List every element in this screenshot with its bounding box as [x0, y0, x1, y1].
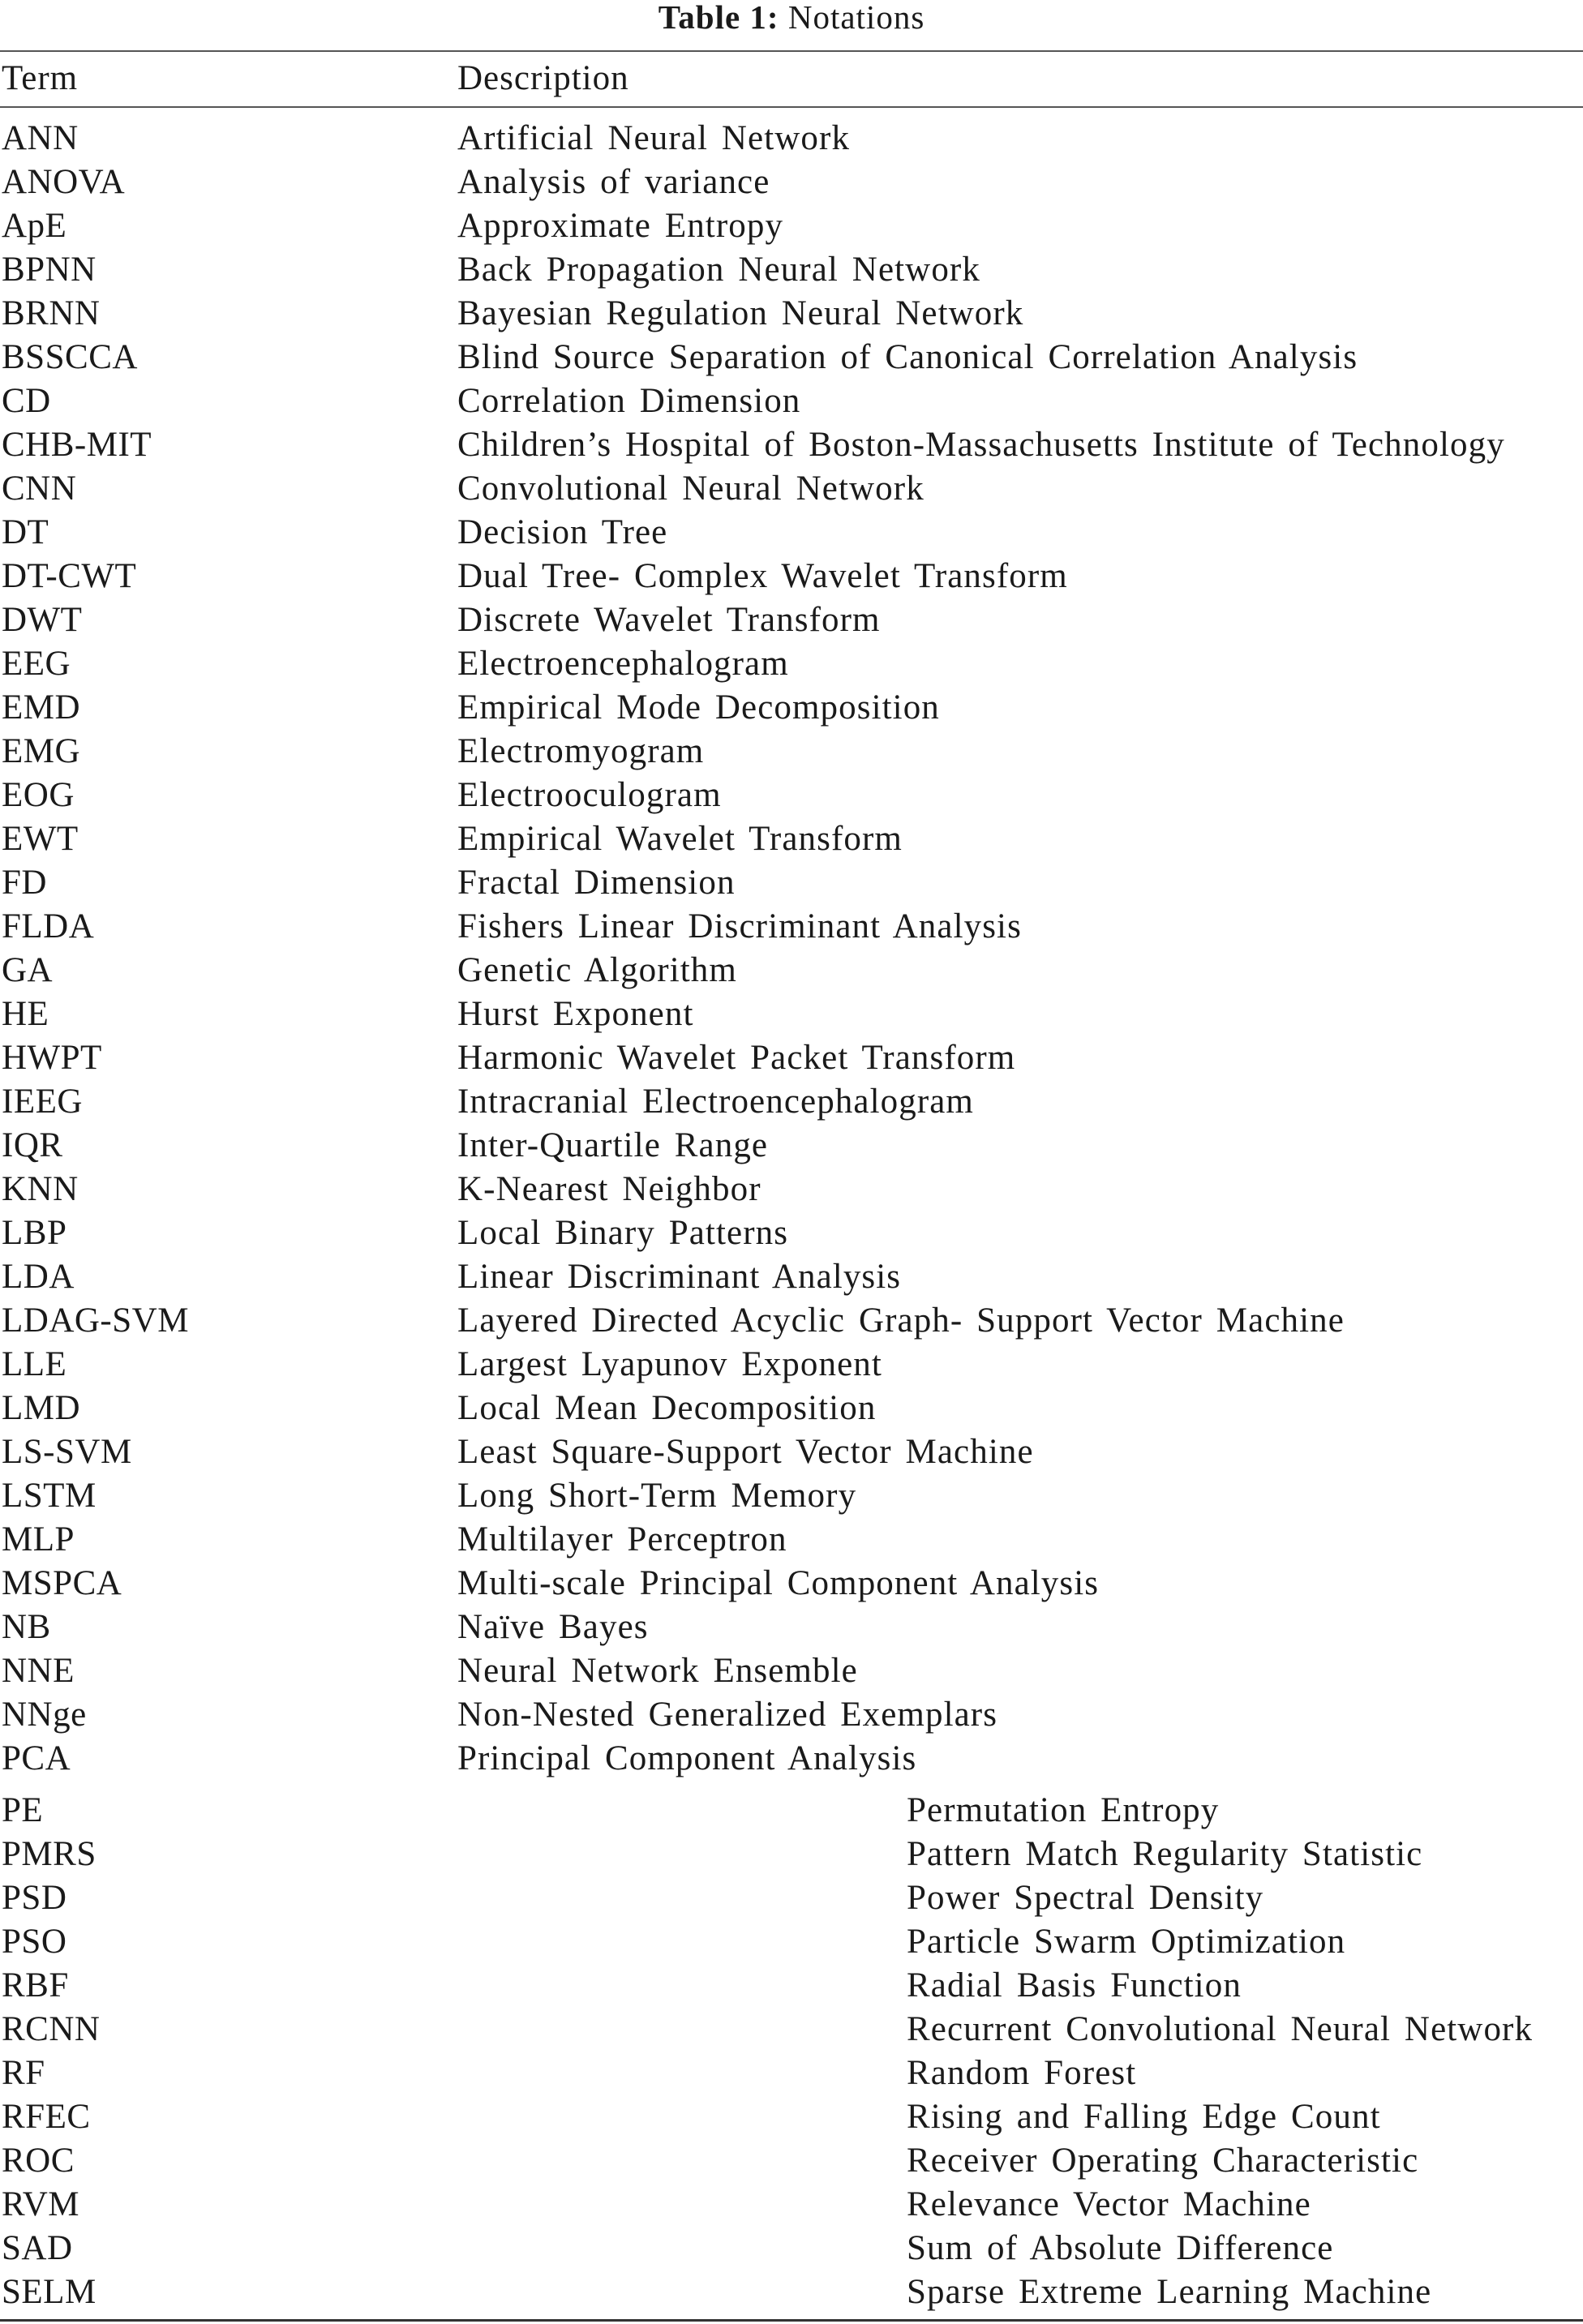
description-cell: Permutation Entropy	[907, 1791, 1220, 1829]
term-cell: BRNN	[2, 294, 101, 332]
description-cell: Inter-Quartile Range	[457, 1126, 769, 1164]
description-cell: Long Short-Term Memory	[457, 1477, 857, 1515]
table-body-part-1	[0, 117, 1583, 1781]
table-row	[0, 379, 1583, 423]
table-row	[0, 1737, 1583, 1781]
table-row	[0, 1430, 1583, 1474]
description-cell: Fishers Linear Discriminant Analysis	[457, 907, 1022, 945]
description-cell: Harmonic Wavelet Packet Transform	[457, 1039, 1016, 1077]
description-cell: Least Square-Support Vector Machine	[457, 1433, 1034, 1471]
table-row	[0, 1606, 1583, 1649]
description-cell: Sum of Absolute Difference	[907, 2229, 1334, 2267]
table-label: Table 1:	[658, 0, 779, 36]
table-row	[0, 1080, 1583, 1124]
table-row	[0, 292, 1583, 336]
description-cell: Multilayer Perceptron	[457, 1520, 787, 1559]
table-row	[0, 1876, 1583, 1920]
description-cell: Recurrent Convolutional Neural Network	[907, 2010, 1534, 2048]
term-cell: EMG	[2, 732, 81, 770]
table-row	[0, 642, 1583, 686]
table-row	[0, 861, 1583, 905]
term-cell: PMRS	[2, 1835, 97, 1873]
term-cell: GA	[2, 951, 54, 989]
term-cell: IQR	[2, 1126, 63, 1164]
term-cell: DWT	[2, 601, 83, 639]
term-cell: LLE	[2, 1345, 67, 1383]
table-row	[0, 1562, 1583, 1606]
table-row	[0, 686, 1583, 730]
term-cell: LSTM	[2, 1477, 97, 1515]
description-cell: Largest Lyapunov Exponent	[457, 1345, 882, 1383]
table-row	[0, 993, 1583, 1036]
description-cell: Electrooculogram	[457, 776, 722, 814]
table-row	[0, 2227, 1583, 2270]
term-cell: RFEC	[2, 2098, 91, 2136]
description-cell: Radial Basis Function	[907, 1966, 1242, 2005]
description-cell: Receiver Operating Characteristic	[907, 2142, 1419, 2180]
description-cell: Particle Swarm Optimization	[907, 1923, 1346, 1961]
table-row	[0, 1124, 1583, 1168]
table-row	[0, 1964, 1583, 2008]
table-row	[0, 1255, 1583, 1299]
description-cell: Artificial Neural Network	[457, 119, 851, 157]
description-cell: Relevance Vector Machine	[907, 2185, 1311, 2223]
description-cell: Random Forest	[907, 2054, 1137, 2092]
term-cell: NB	[2, 1608, 51, 1646]
table-row	[0, 1387, 1583, 1430]
table-row	[0, 1833, 1583, 1876]
table-row	[0, 2270, 1583, 2314]
table-row	[0, 774, 1583, 817]
term-cell: PE	[2, 1791, 44, 1829]
description-cell: Principal Component Analysis	[457, 1739, 917, 1777]
table-row	[0, 1036, 1583, 1080]
term-cell: NNge	[2, 1696, 87, 1734]
table-row	[0, 1168, 1583, 1211]
term-cell: IEEG	[2, 1083, 83, 1121]
term-cell: LBP	[2, 1214, 67, 1252]
term-cell: EMD	[2, 688, 81, 727]
description-cell: Fractal Dimension	[457, 864, 736, 902]
description-cell: Rising and Falling Edge Count	[907, 2098, 1381, 2136]
table-row	[0, 248, 1583, 292]
table-row	[0, 555, 1583, 598]
table-row	[0, 1649, 1583, 1693]
term-cell: BPNN	[2, 251, 97, 289]
description-cell: Hurst Exponent	[457, 995, 694, 1033]
table-row	[0, 511, 1583, 555]
description-cell: Analysis of variance	[457, 163, 770, 201]
description-cell: Electroencephalogram	[457, 645, 789, 683]
table-row	[0, 2052, 1583, 2095]
table-row	[0, 817, 1583, 861]
description-cell: Layered Directed Acyclic Graph- Support Vector Machine	[457, 1301, 1345, 1340]
term-cell: EEG	[2, 645, 71, 683]
table-row	[0, 467, 1583, 511]
table-row	[0, 1299, 1583, 1343]
description-cell: Intracranial Electroencephalogram	[457, 1083, 974, 1121]
term-cell: FD	[2, 864, 47, 902]
table-row	[0, 1789, 1583, 1833]
description-cell: Blind Source Separation of Canonical Correlation Analysis	[457, 338, 1358, 376]
table-row	[0, 905, 1583, 949]
table-row	[0, 336, 1583, 379]
table-row	[0, 949, 1583, 993]
term-cell: PSD	[2, 1879, 67, 1917]
description-cell: K-Nearest Neighbor	[457, 1170, 761, 1208]
description-cell: Local Binary Patterns	[457, 1214, 789, 1252]
term-cell: SELM	[2, 2273, 97, 2311]
table-row	[0, 2139, 1583, 2183]
description-cell: Decision Tree	[457, 513, 668, 551]
term-cell: RVM	[2, 2185, 80, 2223]
table-row	[0, 423, 1583, 467]
description-cell: Sparse Extreme Learning Machine	[907, 2273, 1432, 2311]
description-cell: Empirical Mode Decomposition	[457, 688, 940, 727]
table-row	[0, 1474, 1583, 1518]
term-cell: CD	[2, 382, 51, 420]
term-cell: NNE	[2, 1652, 75, 1690]
description-column-header: Description	[457, 59, 629, 97]
description-cell: Local Mean Decomposition	[457, 1389, 877, 1427]
table-row	[0, 2183, 1583, 2227]
description-cell: Multi-scale Principal Component Analysis	[457, 1564, 1100, 1602]
term-cell: EWT	[2, 820, 79, 858]
description-cell: Bayesian Regulation Neural Network	[457, 294, 1024, 332]
term-cell: ANN	[2, 119, 79, 157]
description-cell: Electromyogram	[457, 732, 705, 770]
term-cell: ANOVA	[2, 163, 126, 201]
description-cell: Naïve Bayes	[457, 1608, 649, 1646]
table-row	[0, 2008, 1583, 2052]
term-cell: HE	[2, 995, 49, 1033]
description-cell: Back Propagation Neural Network	[457, 251, 980, 289]
term-column-header: Term	[2, 59, 79, 97]
description-cell: Dual Tree- Complex Wavelet Transform	[457, 557, 1068, 595]
term-cell: MSPCA	[2, 1564, 122, 1602]
table-row	[0, 598, 1583, 642]
description-cell: Linear Discriminant Analysis	[457, 1258, 902, 1296]
term-cell: DT-CWT	[2, 557, 137, 595]
term-cell: LMD	[2, 1389, 81, 1427]
table-row	[0, 117, 1583, 161]
term-cell: RF	[2, 2054, 45, 2092]
term-cell: PSO	[2, 1923, 67, 1961]
table-row	[0, 1518, 1583, 1562]
table-row	[0, 730, 1583, 774]
term-cell: MLP	[2, 1520, 75, 1559]
term-cell: SAD	[2, 2229, 73, 2267]
term-cell: CHB-MIT	[2, 426, 152, 464]
top-rule	[0, 50, 1583, 52]
description-cell: Correlation Dimension	[457, 382, 801, 420]
description-cell: Approximate Entropy	[457, 207, 784, 245]
term-cell: FLDA	[2, 907, 95, 945]
table-body-part-2	[0, 1789, 1583, 2314]
header-rule	[0, 106, 1583, 108]
description-cell: Power Spectral Density	[907, 1879, 1264, 1917]
table-row	[0, 161, 1583, 204]
term-cell: EOG	[2, 776, 75, 814]
bottom-rule	[0, 2319, 1583, 2322]
term-cell: CNN	[2, 470, 77, 508]
table-caption	[0, 0, 1583, 34]
term-cell: LS-SVM	[2, 1433, 132, 1471]
term-cell: ApE	[2, 207, 67, 245]
term-cell: HWPT	[2, 1039, 102, 1077]
table-row	[0, 1693, 1583, 1737]
term-cell: LDAG-SVM	[2, 1301, 189, 1340]
table-row	[0, 204, 1583, 248]
table-row	[0, 1343, 1583, 1387]
description-cell: Discrete Wavelet Transform	[457, 601, 881, 639]
description-cell: Genetic Algorithm	[457, 951, 737, 989]
term-cell: DT	[2, 513, 49, 551]
table-row	[0, 1920, 1583, 1964]
term-cell: RCNN	[2, 2010, 101, 2048]
description-cell: Non-Nested Generalized Exemplars	[457, 1696, 998, 1734]
table-title: Notations	[787, 0, 925, 36]
description-cell: Children’s Hospital of Boston-Massachusetts Institute of Technology	[457, 426, 1505, 464]
term-cell: RBF	[2, 1966, 69, 2005]
description-cell: Convolutional Neural Network	[457, 470, 924, 508]
table-row	[0, 2095, 1583, 2139]
term-cell: ROC	[2, 2142, 75, 2180]
description-cell: Neural Network Ensemble	[457, 1652, 858, 1690]
term-cell: BSSCCA	[2, 338, 138, 376]
term-cell: KNN	[2, 1170, 79, 1208]
table-row	[0, 1211, 1583, 1255]
description-cell: Empirical Wavelet Transform	[457, 820, 903, 858]
term-cell: LDA	[2, 1258, 75, 1296]
description-cell: Pattern Match Regularity Statistic	[907, 1835, 1423, 1873]
term-cell: PCA	[2, 1739, 71, 1777]
